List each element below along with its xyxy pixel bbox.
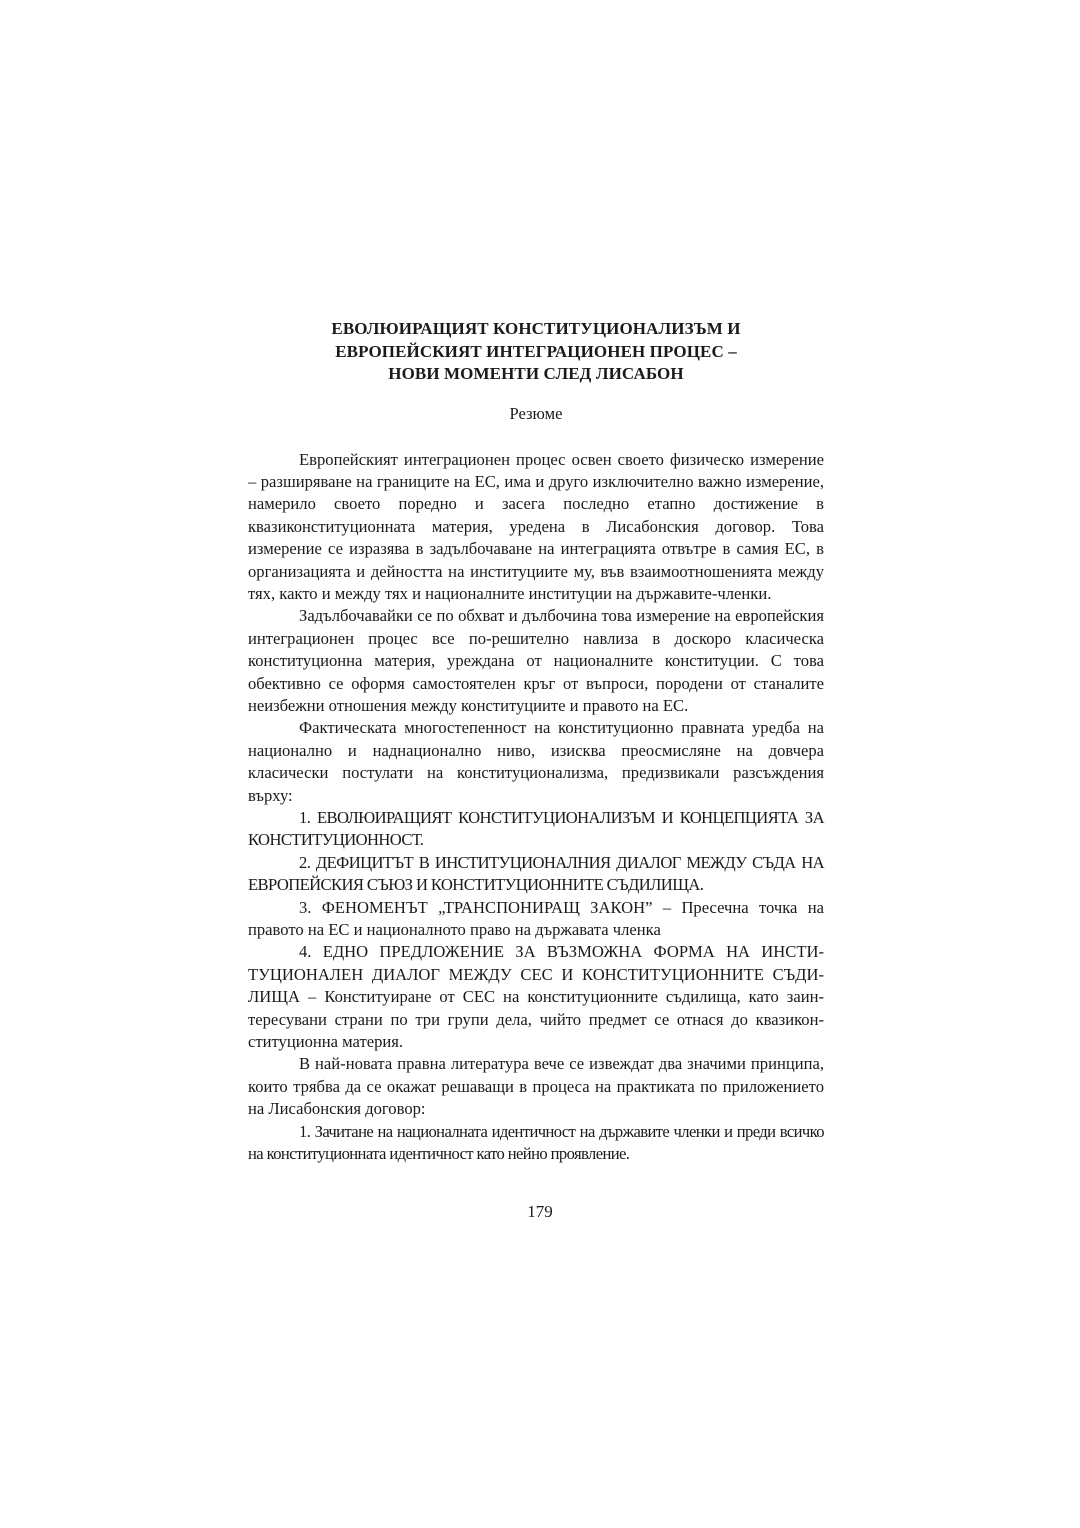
title-line-3: НОВИ МОМЕНТИ СЛЕД ЛИСАБОН [388, 364, 684, 383]
document-page [248, 318, 824, 1166]
paragraph-1: Европейският интеграционен процес освен своето физическо измерение – разширяване на границите на ЕС, има и друго изключително важно измерение, намерило своето поредно и засега последно етапно достижение в квазиконституционната материя, уредена в Лисабонския договор. Това измерение се изразява в задълбочаване на интеграцията отвътре в самия ЕС, в организацията и дейността на институциите му, във взаимоотношенията между тях, както и между тях и националните институции на държавите-членки. [248, 449, 824, 603]
list-item-1: 1. ЕВОЛЮИРАЩИЯТ КОНСТИТУЦИОНАЛИЗЪМ И КОНЦЕПЦИЯТА ЗА КОНСТИТУЦИОННОСТ. [248, 808, 824, 850]
document-title [248, 318, 824, 386]
list-item-4: 4. ЕДНО ПРЕДЛОЖЕНИЕ ЗА ВЪЗМОЖНА ФОРМА НА ИНСТИТУЦИОНАЛЕН ДИАЛОГ МЕЖДУ СЕС И КОНСТИТУЦИОННИТЕ СЪДИЛИЩА – Конституиране от СЕС на конституционните съдилища, като заинтересувани страни по три групи дела, чийто предмет се отнася до квазиконституционна материя. [248, 942, 824, 1052]
paragraph-2: Задълбочавайки се по обхват и дълбочина това измерение на европейския интеграционен процес все по-решително навлиза в доскоро класическа конституционна материя, уреждана от националните конституции. С това обективно се оформя самостоятелен кръг от въпроси, породени от станалите неизбежни отношения между конституциите и правото на ЕС. [248, 606, 824, 715]
title-line-1: ЕВОЛЮИРАЩИЯТ КОНСТИТУЦИОНАЛИЗЪМ И [331, 319, 741, 338]
paragraph-4: В най-новата правна литература вече се извеждат два значими принципа, които трябва да се окажат решаващи в процеса на практиката по приложението на Лисабонския договор: [248, 1054, 824, 1119]
title-line-2: ЕВРОПЕЙСКИЯТ ИНТЕГРАЦИОНЕН ПРОЦЕС – [335, 341, 737, 361]
summary-body [248, 449, 824, 1166]
summary-heading: Резюме [509, 403, 563, 423]
principle-item-1: 1. Зачитане на националната идентичност на държавите членки и преди всичко на конституционната идентичност като нейно проявление. [248, 1121, 824, 1164]
page-number: 179 [527, 1202, 553, 1221]
list-item-3: 3. ФЕНОМЕНЪТ „ТРАНСПОНИРАЩ ЗАКОН” – Пресечна точка на правото на ЕС и националното право на държавата членка [248, 897, 824, 940]
list-item-2: 2. ДЕФИЦИТЪТ В ИНСТИТУЦИОНАЛНИЯ ДИАЛОГ МЕЖДУ СЪДА НА ЕВРОПЕЙСКИЯ СЪЮЗ И КОНСТИТУЦИОННИТЕ СЪДИЛИЩА. [248, 852, 824, 895]
paragraph-3: Фактическата многостепенност на конституционно правната уредба на национално и наднационално ниво, изисква преосмисляне на довчера класически постулати на конституционализма, предизвикали разсъждения върху: [248, 718, 824, 805]
